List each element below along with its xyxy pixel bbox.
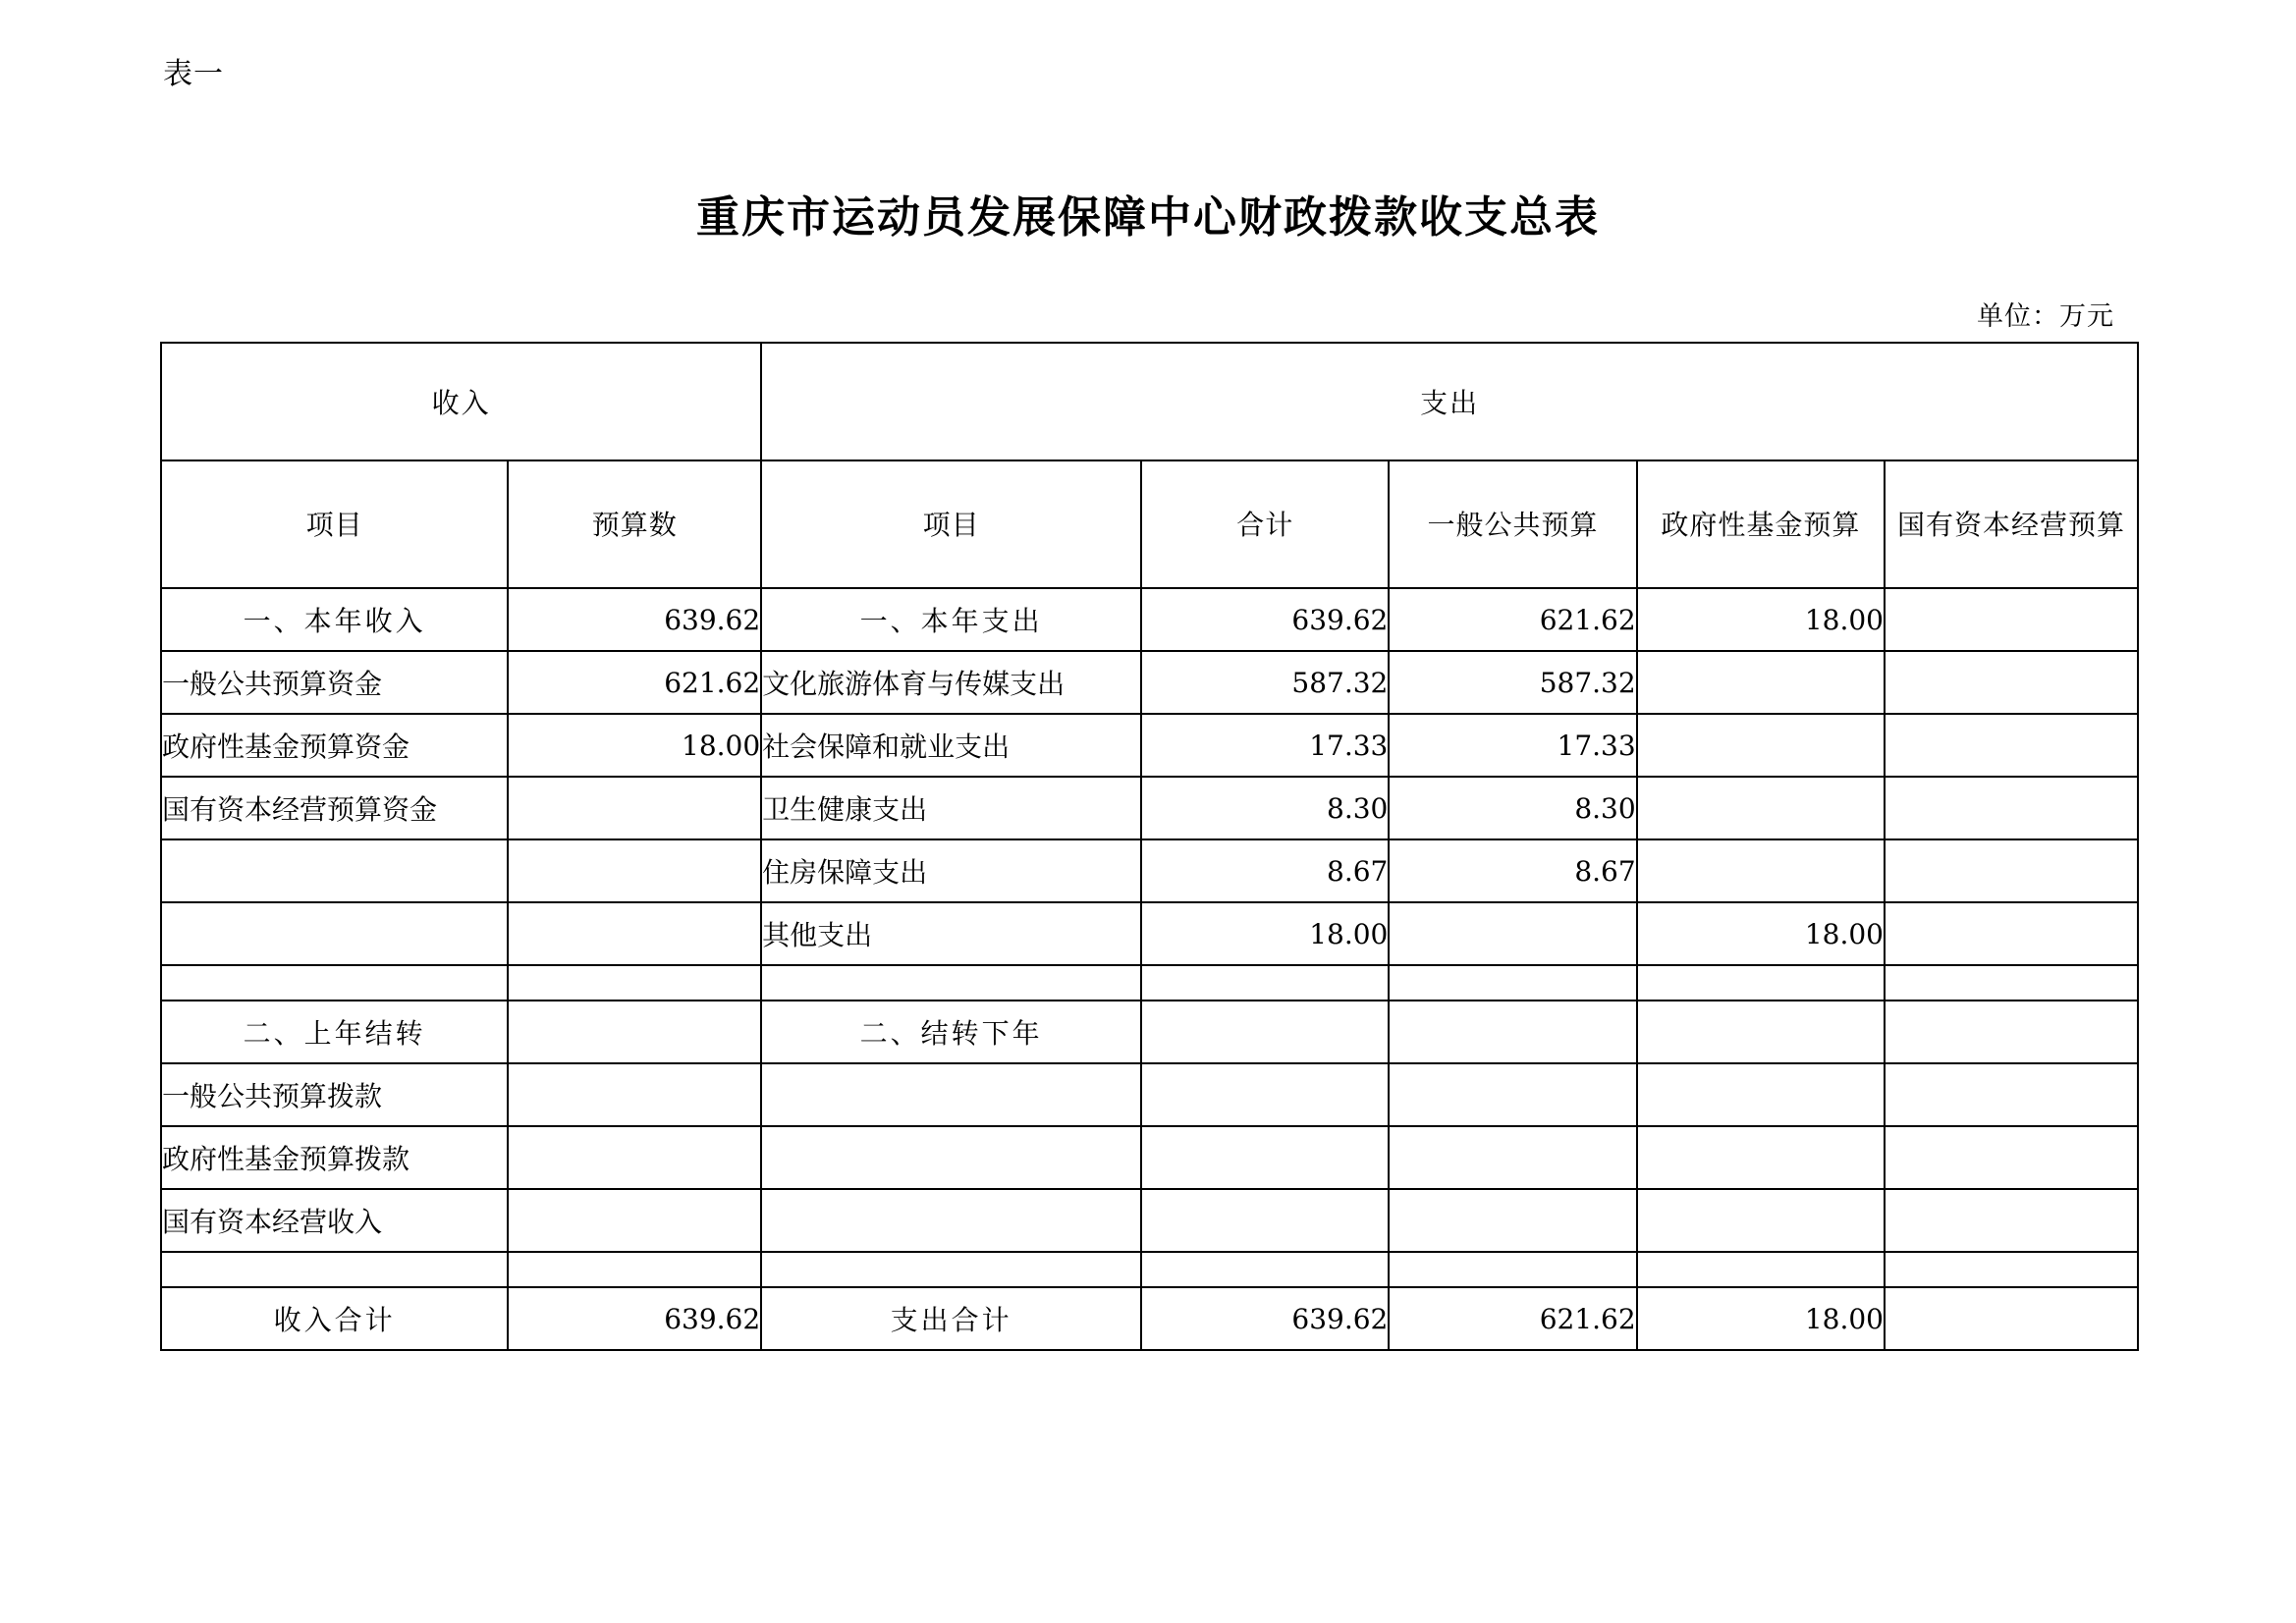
cell-expense-total [1141, 1189, 1389, 1252]
cell-expense-fund [1637, 839, 1885, 902]
page-title: 重庆市运动员发展保障中心财政拨款收支总表 [696, 192, 1600, 243]
cell-expense-total: 639.62 [1141, 1287, 1389, 1350]
cell-expense-item: 卫生健康支出 [761, 777, 1141, 839]
cell-expense-general: 17.33 [1389, 714, 1636, 777]
cell-expense-item [761, 1189, 1141, 1252]
sheet-label: 表一 [163, 57, 224, 91]
cell-income-item: 一般公共预算资金 [161, 651, 508, 714]
table-row [161, 839, 2138, 902]
cell-income-item: 二、上年结转 [161, 1001, 508, 1063]
cell-expense-general [1389, 1063, 1636, 1126]
cell-expense-capital [1885, 1126, 2138, 1189]
cell-expense-fund [1637, 1189, 1885, 1252]
cell-income-budget [508, 1252, 761, 1287]
table-row [161, 777, 2138, 839]
cell-expense-capital [1885, 777, 2138, 839]
cell-expense-capital [1885, 839, 2138, 902]
cell-expense-item [761, 1063, 1141, 1126]
header-column-row [161, 460, 2138, 588]
header-income-group: 收入 [161, 343, 761, 460]
cell-income-budget [508, 1063, 761, 1126]
table-row [161, 1252, 2138, 1287]
cell-expense-fund [1637, 1063, 1885, 1126]
cell-expense-capital [1885, 902, 2138, 965]
cell-expense-general [1389, 1252, 1636, 1287]
cell-income-item: 国有资本经营收入 [161, 1189, 508, 1252]
cell-expense-capital [1885, 965, 2138, 1001]
cell-expense-item: 住房保障支出 [761, 839, 1141, 902]
table-row [161, 651, 2138, 714]
cell-expense-capital [1885, 1287, 2138, 1350]
header-income-item: 项目 [161, 460, 508, 588]
cell-expense-item [761, 965, 1141, 1001]
table-row [161, 588, 2138, 651]
cell-expense-total: 17.33 [1141, 714, 1389, 777]
cell-expense-general [1389, 1001, 1636, 1063]
table-row [161, 714, 2138, 777]
cell-expense-item: 社会保障和就业支出 [761, 714, 1141, 777]
cell-expense-item: 文化旅游体育与传媒支出 [761, 651, 1141, 714]
cell-income-item [161, 839, 508, 902]
cell-expense-item: 一、本年支出 [761, 588, 1141, 651]
cell-expense-general [1389, 1126, 1636, 1189]
cell-expense-item: 支出合计 [761, 1287, 1141, 1350]
cell-expense-total: 639.62 [1141, 588, 1389, 651]
cell-expense-general [1389, 902, 1636, 965]
header-expense-item: 项目 [761, 460, 1141, 588]
cell-income-item: 一般公共预算拨款 [161, 1063, 508, 1126]
cell-expense-capital [1885, 1063, 2138, 1126]
cell-expense-fund: 18.00 [1637, 902, 1885, 965]
cell-expense-capital [1885, 651, 2138, 714]
cell-expense-fund [1637, 1252, 1885, 1287]
cell-income-item: 收入合计 [161, 1287, 508, 1350]
unit-note: 单位：万元 [1977, 301, 2114, 332]
cell-expense-total [1141, 1252, 1389, 1287]
cell-expense-total [1141, 965, 1389, 1001]
table-row [161, 1063, 2138, 1126]
table-row [161, 1001, 2138, 1063]
cell-income-budget [508, 839, 761, 902]
cell-income-budget [508, 777, 761, 839]
cell-expense-general: 8.67 [1389, 839, 1636, 902]
cell-expense-item: 二、结转下年 [761, 1001, 1141, 1063]
cell-expense-general: 8.30 [1389, 777, 1636, 839]
cell-income-item [161, 965, 508, 1001]
cell-expense-total [1141, 1001, 1389, 1063]
cell-income-item [161, 1252, 508, 1287]
cell-expense-general: 621.62 [1389, 588, 1636, 651]
header-expense-capital: 国有资本经营预算 [1885, 460, 2138, 588]
cell-income-item: 政府性基金预算资金 [161, 714, 508, 777]
cell-income-budget: 639.62 [508, 1287, 761, 1350]
cell-expense-general [1389, 1189, 1636, 1252]
header-group-row [161, 343, 2138, 460]
cell-expense-item [761, 1252, 1141, 1287]
cell-expense-capital [1885, 714, 2138, 777]
cell-income-budget [508, 1189, 761, 1252]
header-expense-fund: 政府性基金预算 [1637, 460, 1885, 588]
cell-expense-capital [1885, 588, 2138, 651]
cell-expense-fund [1637, 965, 1885, 1001]
header-expense-general: 一般公共预算 [1389, 460, 1636, 588]
cell-expense-fund [1637, 1126, 1885, 1189]
cell-income-item [161, 902, 508, 965]
cell-expense-fund [1637, 714, 1885, 777]
table-body [161, 588, 2138, 1350]
cell-income-item: 一、本年收入 [161, 588, 508, 651]
cell-expense-general: 621.62 [1389, 1287, 1636, 1350]
cell-income-item: 国有资本经营预算资金 [161, 777, 508, 839]
header-expense-total: 合计 [1141, 460, 1389, 588]
cell-expense-total: 587.32 [1141, 651, 1389, 714]
table-row [161, 1126, 2138, 1189]
cell-expense-total [1141, 1063, 1389, 1126]
cell-income-budget [508, 902, 761, 965]
cell-expense-item [761, 1126, 1141, 1189]
cell-income-budget: 639.62 [508, 588, 761, 651]
header-expense-group: 支出 [761, 343, 2138, 460]
cell-expense-total: 18.00 [1141, 902, 1389, 965]
cell-income-budget [508, 1126, 761, 1189]
cell-expense-capital [1885, 1252, 2138, 1287]
cell-expense-general [1389, 965, 1636, 1001]
cell-income-item: 政府性基金预算拨款 [161, 1126, 508, 1189]
cell-expense-fund [1637, 651, 1885, 714]
cell-expense-fund: 18.00 [1637, 588, 1885, 651]
cell-income-budget: 621.62 [508, 651, 761, 714]
cell-income-budget [508, 965, 761, 1001]
cell-income-budget: 18.00 [508, 714, 761, 777]
table-row [161, 1189, 2138, 1252]
budget-table [160, 342, 2139, 1351]
cell-expense-fund: 18.00 [1637, 1287, 1885, 1350]
table-row [161, 965, 2138, 1001]
cell-expense-fund [1637, 1001, 1885, 1063]
cell-expense-general: 587.32 [1389, 651, 1636, 714]
cell-income-budget [508, 1001, 761, 1063]
table-row [161, 1287, 2138, 1350]
cell-expense-capital [1885, 1189, 2138, 1252]
cell-expense-total: 8.67 [1141, 839, 1389, 902]
table-head [161, 343, 2138, 588]
cell-expense-fund [1637, 777, 1885, 839]
cell-expense-total [1141, 1126, 1389, 1189]
cell-expense-total: 8.30 [1141, 777, 1389, 839]
table-row [161, 902, 2138, 965]
cell-expense-capital [1885, 1001, 2138, 1063]
cell-expense-item: 其他支出 [761, 902, 1141, 965]
header-income-budget: 预算数 [508, 460, 761, 588]
